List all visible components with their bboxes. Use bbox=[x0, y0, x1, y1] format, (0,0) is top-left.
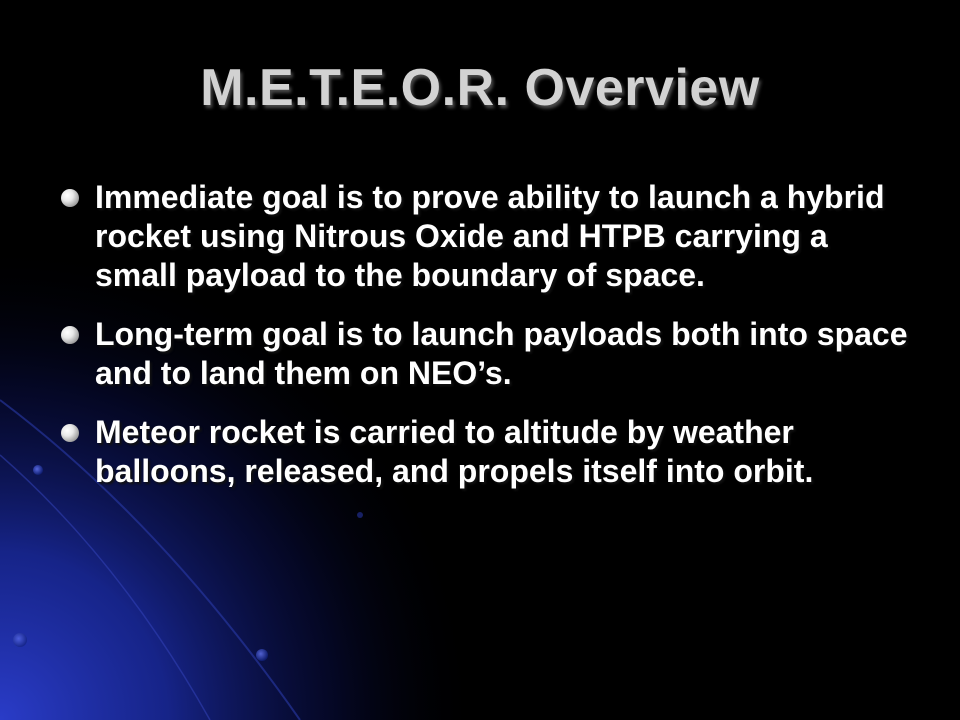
bullet-item bbox=[58, 315, 908, 393]
bullet-list bbox=[58, 178, 908, 511]
bullet-item bbox=[58, 413, 908, 491]
decorative-orb bbox=[256, 649, 268, 661]
decorative-orb bbox=[357, 512, 363, 518]
bullet-item bbox=[58, 178, 908, 295]
bullet-dot-icon bbox=[61, 189, 79, 207]
decorative-orb bbox=[13, 633, 27, 647]
bullet-text: Immediate goal is to prove ability to launch a hybrid rocket using Nitrous Oxide and HTPB carrying a small payload to the boundary of space. bbox=[95, 179, 885, 293]
bullet-dot-icon bbox=[61, 326, 79, 344]
slide-title: M.E.T.E.O.R. Overview bbox=[200, 59, 760, 117]
bullet-text: Long-term goal is to launch payloads both into space and to land them on NEO’s. bbox=[95, 316, 908, 391]
bullet-dot-icon bbox=[61, 424, 79, 442]
bullet-text: Meteor rocket is carried to altitude by weather balloons, released, and propels itself into orbit. bbox=[95, 414, 814, 489]
decorative-orb bbox=[33, 465, 43, 475]
